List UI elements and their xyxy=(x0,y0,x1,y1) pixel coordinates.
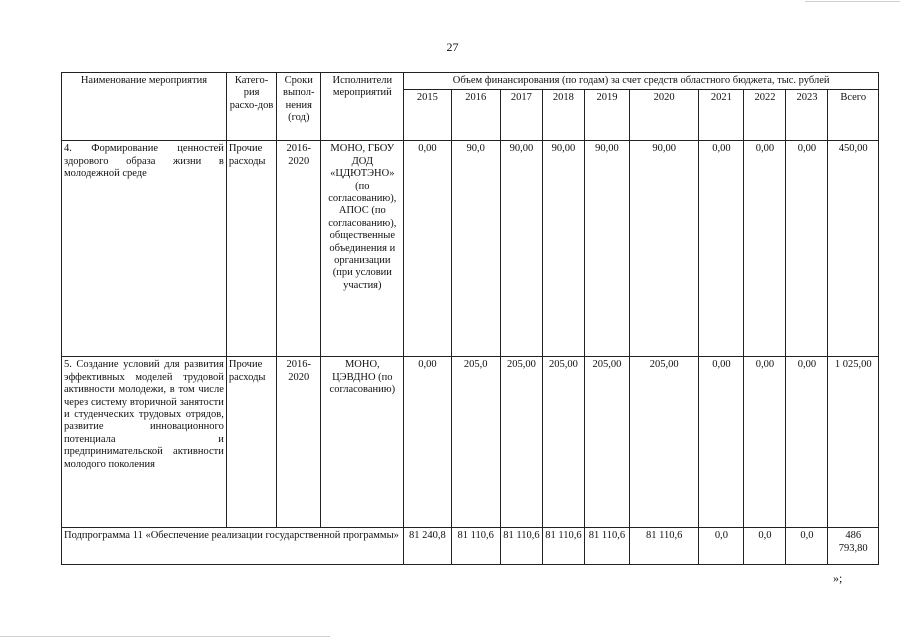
value-cell: 81 110,6 xyxy=(630,528,699,565)
header-year: 2020 xyxy=(630,90,699,141)
value-cell: 90,00 xyxy=(584,141,629,357)
total-cell: 1 025,00 xyxy=(828,357,879,528)
value-cell: 205,00 xyxy=(542,357,584,528)
value-cell: 90,00 xyxy=(542,141,584,357)
header-category: Катего-рия расхо-дов xyxy=(226,73,276,141)
summary-row xyxy=(62,528,879,565)
table-row xyxy=(62,357,879,528)
header-year: 2021 xyxy=(699,90,744,141)
header-row xyxy=(62,73,879,90)
value-cell: 81 240,8 xyxy=(404,528,451,565)
header-year: 2019 xyxy=(584,90,629,141)
scan-artifact-top xyxy=(805,1,900,2)
header-financing: Объем финансирования (по годам) за счет средств областного бюджета, тыс. рублей xyxy=(404,73,879,90)
value-cell: 90,00 xyxy=(630,141,699,357)
executors: МОНО, ГБОУ ДОД «ЦДЮТЭНО» (по согласованию), АПОС (по согласованию), общественные объединения и организации (при условии участия) xyxy=(321,141,404,357)
header-year: 2023 xyxy=(786,90,828,141)
value-cell: 0,00 xyxy=(744,141,786,357)
total-cell: 486 793,80 xyxy=(828,528,879,565)
value-cell: 205,0 xyxy=(451,357,500,528)
subprogram-name: Подпрограмма 11 «Обеспечение реализации государственной программы» xyxy=(62,528,404,565)
header-executors: Исполнители мероприятий xyxy=(321,73,404,141)
header-year: 2017 xyxy=(500,90,542,141)
header-year: 2015 xyxy=(404,90,451,141)
value-cell: 0,00 xyxy=(744,357,786,528)
value-cell: 81 110,6 xyxy=(500,528,542,565)
measure-name: 5. Создание условий для развития эффективных моделей трудовой активности молодежи, в том числе через систему вторичной занятости и студенческих трудовых отрядов, развитие инновационного потенциала и предпринимательской активности молодого поколения xyxy=(62,357,227,528)
value-cell: 0,0 xyxy=(786,528,828,565)
closing-quote: »; xyxy=(833,571,843,585)
value-cell: 0,0 xyxy=(744,528,786,565)
value-cell: 0,00 xyxy=(404,141,451,357)
value-cell: 0,00 xyxy=(786,357,828,528)
expense-category: Прочие расходы xyxy=(226,141,276,357)
header-year: 2016 xyxy=(451,90,500,141)
value-cell: 90,0 xyxy=(451,141,500,357)
scan-artifact-bottom xyxy=(0,636,330,637)
value-cell: 0,00 xyxy=(404,357,451,528)
header-year: 2018 xyxy=(542,90,584,141)
execution-term: 2016-2020 xyxy=(277,141,321,357)
measure-name: 4. Формирование ценностей здорового образа жизни в молодежной среде xyxy=(62,141,227,357)
header-total: Всего xyxy=(828,90,879,141)
value-cell: 90,00 xyxy=(500,141,542,357)
execution-term: 2016-2020 xyxy=(277,357,321,528)
header-year: 2022 xyxy=(744,90,786,141)
value-cell: 0,00 xyxy=(699,357,744,528)
value-cell: 205,00 xyxy=(500,357,542,528)
value-cell: 0,0 xyxy=(699,528,744,565)
value-cell: 81 110,6 xyxy=(584,528,629,565)
value-cell: 81 110,6 xyxy=(451,528,500,565)
value-cell: 81 110,6 xyxy=(542,528,584,565)
value-cell: 0,00 xyxy=(786,141,828,357)
value-cell: 205,00 xyxy=(584,357,629,528)
executors: МОНО, ЦЭВДНО (по согласованию) xyxy=(321,357,404,528)
header-name: Наименование мероприятия xyxy=(62,73,227,141)
table-row xyxy=(62,141,879,357)
value-cell: 205,00 xyxy=(630,357,699,528)
page-number: 27 xyxy=(446,40,459,54)
expense-category: Прочие расходы xyxy=(226,357,276,528)
total-cell: 450,00 xyxy=(828,141,879,357)
value-cell: 0,00 xyxy=(699,141,744,357)
header-term: Сроки выпол-нения (год) xyxy=(277,73,321,141)
financing-table xyxy=(61,72,879,565)
